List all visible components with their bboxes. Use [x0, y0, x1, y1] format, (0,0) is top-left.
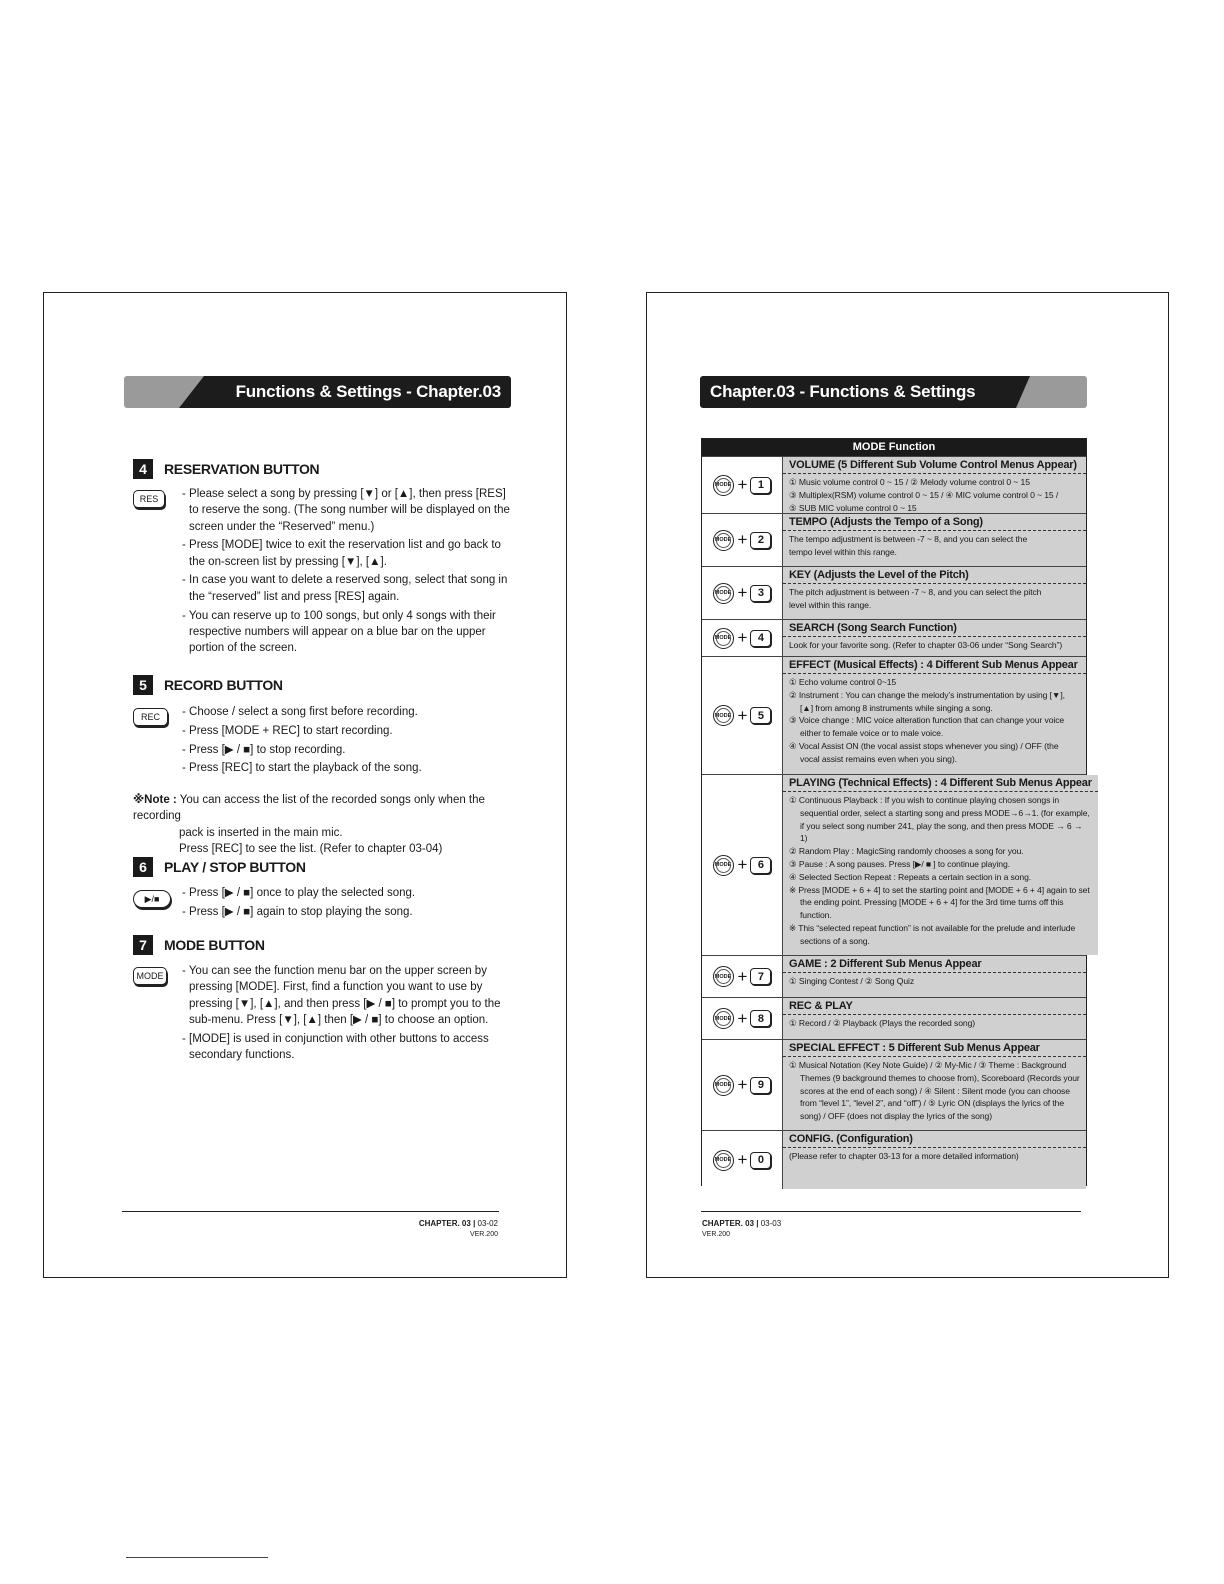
function-description	[783, 1040, 1086, 1130]
number-key-icon: 3	[750, 585, 771, 602]
section-6-bullets	[182, 885, 517, 923]
mode-button-icon: MODE	[713, 705, 734, 726]
mode-function-row	[702, 513, 1086, 566]
footer-chapter: CHAPTER. 03	[418, 1219, 471, 1228]
mode-function-row	[702, 619, 1086, 656]
right-manual-page	[646, 292, 1169, 1278]
mode-function-row	[702, 774, 1092, 955]
section-7-header	[133, 935, 265, 955]
function-description	[783, 657, 1086, 774]
right-chapter-banner	[700, 376, 1087, 408]
rec-key-icon: REC	[133, 708, 168, 726]
detail-line: ※ This “selected repeat function” is not available for the prelude and interlude sections of a song.	[789, 922, 1076, 946]
function-detail	[783, 1015, 1086, 1030]
plus-sign: +	[737, 475, 748, 494]
right-banner-title: Chapter.03 - Functions & Settings	[710, 382, 976, 401]
plus-sign: +	[737, 705, 748, 725]
note-label: ※Note :	[133, 794, 177, 806]
key-combo	[702, 620, 783, 656]
mode-button-icon: MODE	[713, 1075, 734, 1096]
function-description	[783, 956, 1086, 997]
function-detail	[783, 792, 1098, 948]
plus-sign: +	[737, 1008, 748, 1028]
section-4-bullets	[182, 486, 517, 659]
left-footer: CHAPTER. 03 | 03-02	[418, 1219, 498, 1228]
mode-function-table	[701, 438, 1092, 1186]
detail-line: ① Singing Contest / ② Song Quiz	[789, 976, 915, 986]
detail-line: ③ Multiplex(RSM) volume control 0 ~ 15 / ④ MIC volume control 0 ~ 15 /	[789, 489, 1059, 500]
section-6-header	[133, 857, 306, 877]
plus-sign: +	[737, 855, 748, 874]
bullet: - In case you want to delete a reserved song, select that song in the “reserved” list and press [RES] again.	[182, 574, 508, 603]
table-title: MODE Function	[702, 439, 1086, 456]
detail-line: ※ Press [MODE + 6 + 4] to set the starting point and [MODE + 6 + 4] again to set the ending point. Pressing [MODE + 6 + 4] for the 3rd time turns off this function.	[789, 884, 1090, 921]
plus-sign: +	[737, 583, 748, 602]
key-combo	[702, 567, 783, 619]
detail-line: ① Record / ② Playback (Plays the recorded song)	[789, 1018, 976, 1028]
detail-line: level within this range.	[789, 599, 872, 610]
number-key-icon: 8	[750, 1010, 771, 1027]
section-title: RESERVATION BUTTON	[164, 461, 320, 477]
bullet: - [MODE] is used in conjunction with other buttons to access secondary functions.	[182, 1032, 489, 1061]
left-chapter-banner	[124, 376, 511, 408]
res-key-icon: RES	[133, 490, 165, 508]
detail-line: The tempo adjustment is between -7 ~ 8, and you can select the	[789, 534, 1028, 544]
recording-note	[133, 792, 533, 857]
footer-rule	[122, 1211, 499, 1212]
function-description	[783, 457, 1086, 513]
function-title: VOLUME (5 Different Sub Volume Control Menus Appear)	[783, 457, 1086, 474]
detail-line: ② Random Play : MagicSing randomly chooses a song for you.	[789, 846, 1024, 857]
key-combo	[702, 457, 783, 513]
function-description	[783, 514, 1086, 566]
number-key-icon: 7	[750, 968, 771, 985]
bullet: - Choose / select a song first before recording.	[182, 706, 418, 718]
mode-button-icon: MODE	[713, 628, 734, 649]
key-combo	[702, 514, 783, 566]
mode-function-row	[702, 1039, 1086, 1130]
plus-sign: +	[737, 1075, 748, 1094]
detail-line: Look for your favorite song. (Refer to chapter 03-06 under “Song Search”)	[789, 640, 1063, 650]
bullet: - Press [▶ / ■] to stop recording.	[182, 743, 346, 756]
bullet: - Please select a song by pressing [▼] or [▲], then press [RES] to reserve the song. (The song number will be displayed on the screen under the “Reserved” menu.)	[182, 488, 510, 533]
section-5-header	[133, 675, 283, 695]
bullet: - Press [▶ / ■] once to play the selected song.	[182, 887, 416, 899]
function-detail	[783, 1057, 1086, 1123]
function-title: CONFIG. (Configuration)	[783, 1131, 1086, 1148]
function-title: GAME : 2 Different Sub Menus Appear	[783, 956, 1086, 973]
section-5-bullets	[182, 704, 517, 779]
number-key-icon: 2	[750, 532, 771, 549]
section-title: MODE BUTTON	[164, 937, 265, 953]
bullet: - Press [▶ / ■] again to stop playing the song.	[182, 905, 413, 918]
key-combo	[702, 1040, 783, 1130]
bullet: - Press [MODE + REC] to start recording.	[182, 724, 393, 737]
footer-chapter: CHAPTER. 03	[702, 1219, 755, 1228]
left-manual-page	[43, 292, 567, 1278]
link-underline	[126, 1557, 268, 1558]
footer-version: VER.200	[702, 1231, 731, 1238]
function-detail	[783, 1148, 1086, 1163]
section-number: 7	[133, 935, 153, 955]
function-description	[783, 1131, 1086, 1189]
mode-function-row	[702, 997, 1086, 1039]
detail-line: ① Musical Notation (Key Note Guide) / ② My-Mic / ③ Theme : Background Themes (9 background themes to choose from), Scoreboard (Records your scores at the end of each song) / ④ Silent : Silent mode (you can choose from “level 1”, “level 2”, and “off”) / ⑤ Lyric ON (displays the lyrics of the song) / OFF (does not display the lyrics of the song)	[789, 1060, 1080, 1122]
left-banner-title: Functions & Settings - Chapter.03	[235, 382, 501, 401]
note-line: Press [REC] to see the list. (Refer to chapter 03-04)	[179, 842, 443, 855]
detail-line: ① Continuous Playback : If you wish to continue playing chosen songs in sequential order, select a starting song and press MODE→6→1. (for example, if you select song number 241, play the song, and then press MODE → 6 → 1)	[789, 795, 1090, 844]
number-key-icon: 6	[750, 857, 771, 874]
footer-page-number: 03-02	[477, 1219, 498, 1228]
plus-sign: +	[737, 530, 748, 549]
detail-line: ⑤ SUB MIC volume control 0 ~ 15	[789, 502, 917, 513]
mode-button-icon: MODE	[713, 1150, 734, 1171]
number-key-icon: 9	[750, 1077, 771, 1094]
mode-function-row	[702, 955, 1086, 997]
section-title: PLAY / STOP BUTTON	[164, 859, 306, 875]
bullet: - You can reserve up to 100 songs, but only 4 songs with their respective numbers will appear on a blue bar on the upper portion of the screen.	[182, 609, 496, 655]
right-footer: CHAPTER. 03 | 03-03	[702, 1219, 782, 1228]
function-detail	[783, 474, 1086, 514]
footer-page-number: 03-03	[760, 1219, 782, 1228]
footer-rule	[701, 1211, 1081, 1212]
number-key-icon: 0	[750, 1152, 771, 1169]
note-line: You can access the list of the recorded songs only when the recording	[133, 794, 485, 823]
function-title: REC & PLAY	[783, 998, 1086, 1015]
section-7-bullets	[182, 963, 517, 1066]
detail-line: ② Instrument : You can change the melody’s instrumentation by using [▼], [▲] from among 8 instruments while singing a song.	[789, 689, 1065, 713]
plus-sign: +	[737, 1150, 748, 1169]
number-key-icon: 4	[750, 630, 771, 647]
mode-button-icon: MODE	[713, 966, 734, 987]
mode-function-row	[702, 566, 1086, 619]
section-number: 4	[133, 459, 153, 479]
detail-line: ④ Vocal Assist ON (the vocal assist stops whenever you sing) / OFF (the vocal assist remains even when you sing).	[789, 740, 1059, 764]
detail-line: tempo level within this range.	[789, 546, 897, 557]
function-title: PLAYING (Technical Effects) : 4 Different Sub Menus Appear	[783, 775, 1098, 792]
plus-sign: +	[737, 628, 748, 647]
mode-button-icon: MODE	[713, 1008, 734, 1029]
key-combo	[702, 657, 783, 774]
note-line: pack is inserted in the main mic.	[179, 826, 343, 839]
bullet: - Press [MODE] twice to exit the reservation list and go back to the on-screen list by pressing [▼], [▲].	[182, 539, 501, 568]
detail-line: The pitch adjustment is between -7 ~ 8, and you can select the pitch	[789, 587, 1042, 597]
detail-line: ③ Voice change : MIC voice alteration function that can change your voice either to female voice or to male voice.	[789, 715, 1065, 739]
mode-button-icon: MODE	[713, 475, 734, 496]
detail-line: ① Music volume control 0 ~ 15 / ② Melody volume control 0 ~ 15	[789, 477, 1030, 487]
plus-sign: +	[737, 966, 748, 986]
play-stop-key-icon: ▶/■	[133, 890, 171, 908]
detail-line: (Please refer to chapter 03-13 for a more detailed information)	[789, 1151, 1019, 1161]
number-key-icon: 1	[750, 477, 771, 494]
function-detail	[783, 674, 1086, 766]
function-detail	[783, 973, 1086, 988]
function-description	[783, 998, 1086, 1039]
key-combo	[702, 1131, 783, 1189]
detail-line: ④ Selected Section Repeat : Repeats a certain section in a song.	[789, 871, 1032, 882]
section-number: 6	[133, 857, 153, 877]
function-title: TEMPO (Adjusts the Tempo of a Song)	[783, 514, 1086, 531]
mode-button-icon: MODE	[713, 583, 734, 604]
function-description	[783, 775, 1098, 955]
bullet: - You can see the function menu bar on the upper screen by pressing [MODE]. First, find a function you want to use by pressing [▼], [▲], and then press [▶ / ■] to prompt you to the sub-menu. Press [▼], [▲] then [▶ / ■] to choose an option.	[182, 965, 501, 1026]
detail-line: ① Echo volume control 0~15	[789, 677, 897, 687]
function-detail	[783, 584, 1086, 612]
detail-line: ③ Pause : A song pauses. Press [▶/ ■ ] to continue playing.	[789, 858, 1010, 869]
mode-function-row	[702, 456, 1086, 513]
function-detail	[783, 637, 1086, 652]
bullet: - Press [REC] to start the playback of the song.	[182, 762, 422, 775]
mode-function-row	[702, 1130, 1086, 1189]
mode-button-icon: MODE	[713, 855, 734, 876]
function-title: EFFECT (Musical Effects) : 4 Different Sub Menus Appear	[783, 657, 1086, 674]
function-description	[783, 620, 1086, 656]
key-combo	[702, 998, 783, 1039]
mode-key-icon: MODE	[133, 967, 167, 985]
function-description	[783, 567, 1086, 619]
function-detail	[783, 531, 1086, 559]
function-title: SEARCH (Song Search Function)	[783, 620, 1086, 637]
function-title: KEY (Adjusts the Level of the Pitch)	[783, 567, 1086, 584]
section-4-header	[133, 459, 319, 479]
section-title: RECORD BUTTON	[164, 677, 283, 693]
number-key-icon: 5	[750, 707, 771, 724]
key-combo	[702, 956, 783, 997]
section-number: 5	[133, 675, 153, 695]
footer-version: VER.200	[469, 1231, 498, 1238]
key-combo	[702, 775, 783, 955]
mode-function-row	[702, 656, 1086, 774]
mode-button-icon: MODE	[713, 530, 734, 551]
function-title: SPECIAL EFFECT : 5 Different Sub Menus Appear	[783, 1040, 1086, 1057]
